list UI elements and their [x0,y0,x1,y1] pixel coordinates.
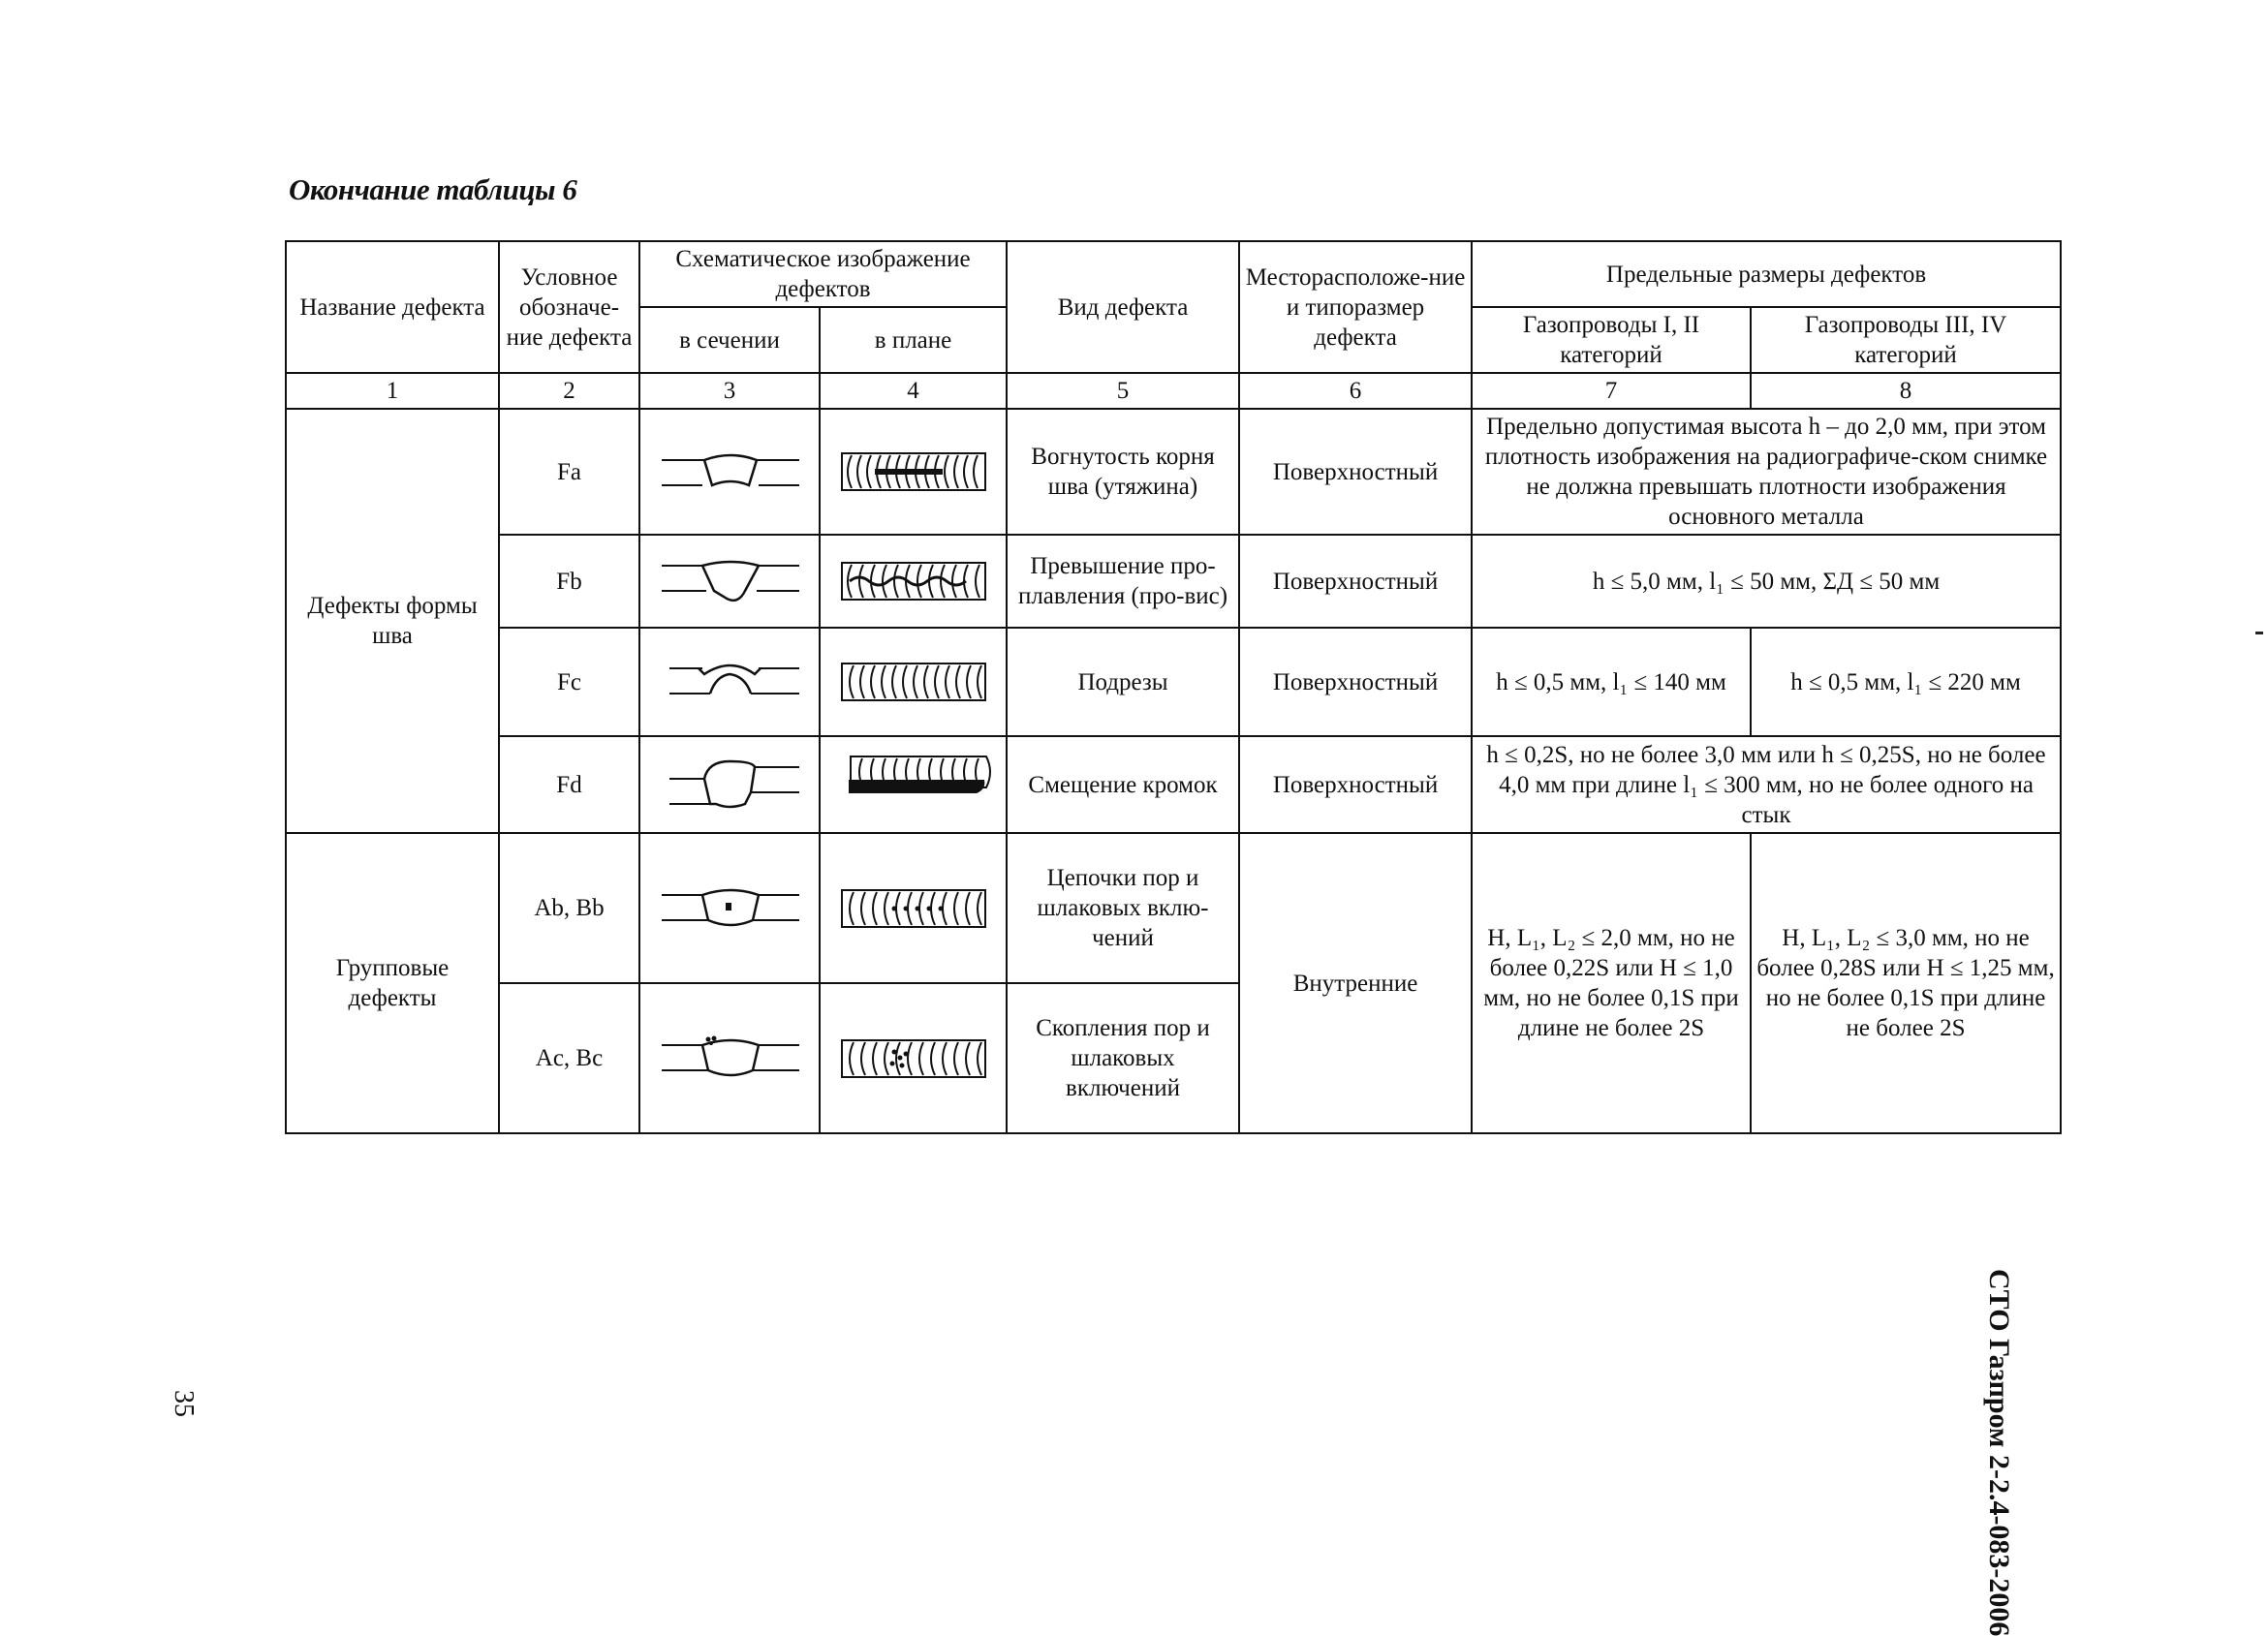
defect-limit-category-1-2: H, L₁, L₂ ≤ 2,0 мм, но не более 0,22S или H ≤ 1,0 мм, но не более 0,1S при длине не более 2S [1472,833,1751,1133]
excess-penetration-section-icon [639,535,820,628]
table-row [286,535,2061,628]
defect-code: Fd [499,736,639,833]
header-limits: Предельные размеры дефектов [1472,241,2061,307]
header-category-3-4: Газопроводы III, IV категорий [1751,307,2061,373]
defect-location: Поверхностный [1239,409,1472,535]
header-section: в сечении [639,307,820,373]
defect-limit: Предельно допустимая высота h – до 2,0 мм, при этом плотность изображения на радиографиче-ском снимке не должна превышать плотности изображения основного металла [1472,409,2061,535]
defect-code: Fa [499,409,639,535]
weld-root-concavity-plan-icon [820,409,1007,535]
defect-kind: Смещение кромок [1007,736,1239,833]
defect-limit-category-3-4: H, L₁, L₂ ≤ 3,0 мм, но не более 0,28S или H ≤ 1,25 мм, но не более 0,1S при длине не более 2S [1751,833,2061,1133]
defect-location: Внутренние [1239,833,1472,1133]
undercut-plan-icon [820,628,1007,736]
defect-limit: h ≤ 5,0 мм, l₁ ≤ 50 мм, ΣД ≤ 50 мм [1472,535,2061,628]
column-number: 1 [286,373,499,409]
defect-code: Ac, Bc [499,983,639,1133]
column-number: 8 [1751,373,2061,409]
excess-penetration-plan-icon [820,535,1007,628]
document-stamp: СТО Газпром 2-2.4-083-2006 [1983,1269,2015,1636]
undercut-section-icon [639,628,820,736]
table-row [286,833,2061,983]
defect-code: Fc [499,628,639,736]
column-number: 5 [1007,373,1239,409]
defect-limit-category-3-4: h ≤ 0,5 мм, l₁ ≤ 220 мм [1751,628,2061,736]
edge-misalignment-section-icon [639,736,820,833]
defect-kind: Скопления пор и шлаковых включений [1007,983,1239,1133]
column-number: 6 [1239,373,1472,409]
column-number: 2 [499,373,639,409]
group-label-group: Групповые дефекты [286,833,499,1133]
pore-cluster-section-icon [639,983,820,1133]
defect-location: Поверхностный [1239,736,1472,833]
defect-location: Поверхностный [1239,535,1472,628]
margin-mark [2255,632,2263,634]
header-category-1-2: Газопроводы I, II категорий [1472,307,1751,373]
table-row [286,628,2061,736]
edge-misalignment-plan-icon [820,736,1007,833]
table-caption: Окончание таблицы 6 [289,172,577,206]
header-plan: в плане [820,307,1007,373]
header-location: Месторасположе-ние и типоразмер дефекта [1239,241,1472,373]
defect-limit: h ≤ 0,2S, но не более 3,0 мм или h ≤ 0,25S, но не более 4,0 мм при длине l₁ ≤ 300 мм, но не более одного на стык [1472,736,2061,833]
defect-code: Fb [499,535,639,628]
defect-code: Ab, Bb [499,833,639,983]
defect-location: Поверхностный [1239,628,1472,736]
header-defect-kind: Вид дефекта [1007,241,1239,373]
page-number: 35 [169,1390,199,1417]
pore-cluster-plan-icon [820,983,1007,1133]
defect-kind: Цепочки пор и шлаковых вклю-чений [1007,833,1239,983]
column-number: 4 [820,373,1007,409]
pore-chain-section-icon [639,833,820,983]
header-defect-name: Название дефекта [286,241,499,373]
column-number: 7 [1472,373,1751,409]
defects-table [285,240,2062,1134]
defect-limit-category-1-2: h ≤ 0,5 мм, l₁ ≤ 140 мм [1472,628,1751,736]
header-defect-code: Условное обозначе-ние дефекта [499,241,639,373]
column-number: 3 [639,373,820,409]
table-row [286,409,2061,535]
table-row [286,736,2061,833]
defect-kind: Превышение про-плавления (про-вис) [1007,535,1239,628]
group-label-shape: Дефекты формы шва [286,409,499,833]
weld-root-concavity-section-icon [639,409,820,535]
defect-kind: Вогнутость корня шва (утяжина) [1007,409,1239,535]
defect-kind: Подрезы [1007,628,1239,736]
header-schematic: Схематическое изображение дефектов [639,241,1007,307]
pore-chain-plan-icon [820,833,1007,983]
